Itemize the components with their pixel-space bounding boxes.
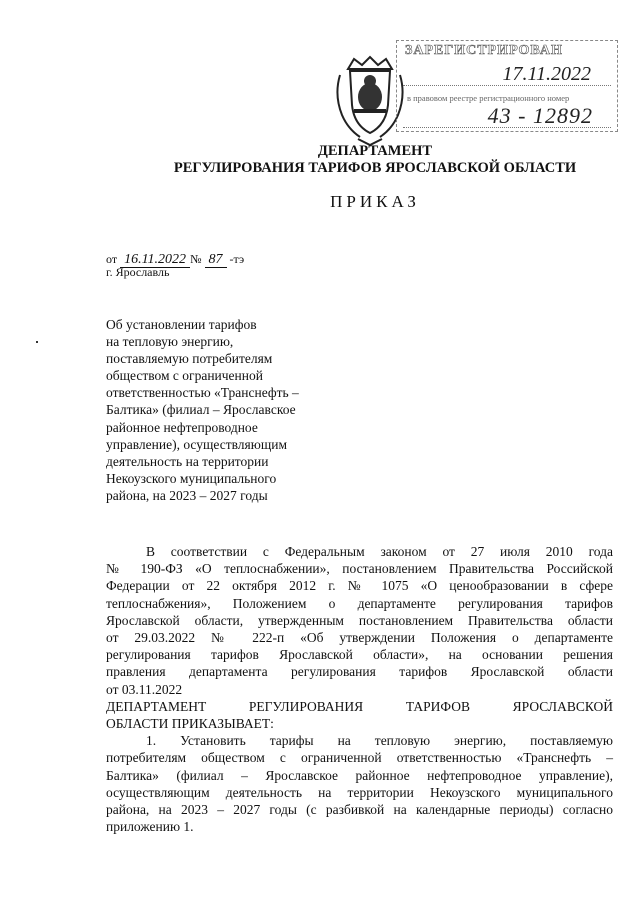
city: г. Ярославль	[106, 265, 170, 279]
body-line: от 03.11.2022	[106, 681, 183, 697]
order-suffix: -тэ	[229, 252, 245, 266]
subject-line: деятельность на территории	[106, 453, 269, 469]
item-line: потребителям обществом с ограниченной ответственностью «Транснефть –	[106, 750, 613, 766]
number-label: №	[190, 252, 202, 266]
item-line: района, на 2023 – 2027 годы (с разбивкой на календарные периоды) согласно	[106, 802, 613, 818]
document-type: ПРИКАЗ	[330, 192, 420, 211]
stamp-number: 43 - 12892	[487, 103, 593, 128]
subject-line: поставляемую потребителям	[106, 351, 273, 367]
item-line: приложению 1.	[106, 819, 194, 835]
subject-line: управление), осуществляющим	[106, 436, 287, 452]
subject-line: обществом с ограниченной	[106, 368, 263, 384]
from-label: от	[106, 252, 118, 266]
body-line: регулирования тарифов Ярославской области», на основании решения	[106, 647, 613, 663]
department-title-line2: РЕГУЛИРОВАНИЯ ТАРИФОВ ЯРОСЛАВСКОЙ ОБЛАСТИ	[173, 160, 577, 176]
subject-block	[106, 316, 336, 504]
subject-line: ответственностью «Транснефть –	[106, 385, 299, 401]
subject-line: районное нефтепроводное	[106, 419, 258, 435]
scan-speck	[36, 341, 38, 343]
subject-line: Некоузского муниципального	[106, 470, 277, 486]
department-title-line1: ДЕПАРТАМЕНТ	[317, 143, 433, 159]
body-line: № 190-ФЗ «О теплоснабжении», постановлением Правительства Российской	[106, 561, 613, 577]
order-date: 16.11.2022	[120, 252, 190, 268]
registration-stamp	[396, 40, 618, 132]
subject-line: на тепловую энергию,	[106, 334, 234, 350]
subject-line: района, на 2023 – 2027 годы	[106, 487, 268, 503]
body-line: Ярославской области, утвержденным постановлением Правительства области	[106, 612, 613, 628]
body-line: Федерации от 22 октября 2012 г. № 1075 «О ценообразовании в сфере	[106, 578, 613, 594]
item-line: Балтика» (филиал – Ярославское районное нефтепроводное управление),	[106, 767, 613, 783]
subject-line: Балтика» (филиал – Ярославское	[106, 402, 296, 418]
item-line: осуществляющим деятельность на территории Некоузского муниципального	[106, 784, 613, 800]
body-line: правления департамента регулирования тарифов Ярославской области	[106, 664, 613, 680]
body-line: теплоснабжения», Положением о департаменте регулирования тарифов	[106, 595, 613, 611]
order-heading-line: ДЕПАРТАМЕНТ РЕГУЛИРОВАНИЯ ТАРИФОВ ЯРОСЛАВСКОЙ	[106, 698, 613, 714]
stamp-note: в правовом реестре регистрационного номер	[407, 93, 570, 103]
stamp-title: ЗАРЕГИСТРИРОВАН	[405, 43, 563, 58]
body-line: В соответствии с Федеральным законом от 27 июля 2010 года	[146, 544, 613, 559]
order-heading-line: ОБЛАСТИ ПРИКАЗЫВАЕТ:	[106, 716, 274, 732]
stamp-date: 17.11.2022	[502, 63, 591, 85]
body-line: от 29.03.2022 № 222-п «Об утверждении Положения о департаменте	[106, 630, 613, 646]
subject-line: Об установлении тарифов	[106, 317, 257, 332]
document-body	[106, 543, 613, 835]
item-line: 1. Установить тарифы на тепловую энергию, поставляемую	[146, 733, 613, 749]
order-number: 87	[205, 252, 227, 268]
